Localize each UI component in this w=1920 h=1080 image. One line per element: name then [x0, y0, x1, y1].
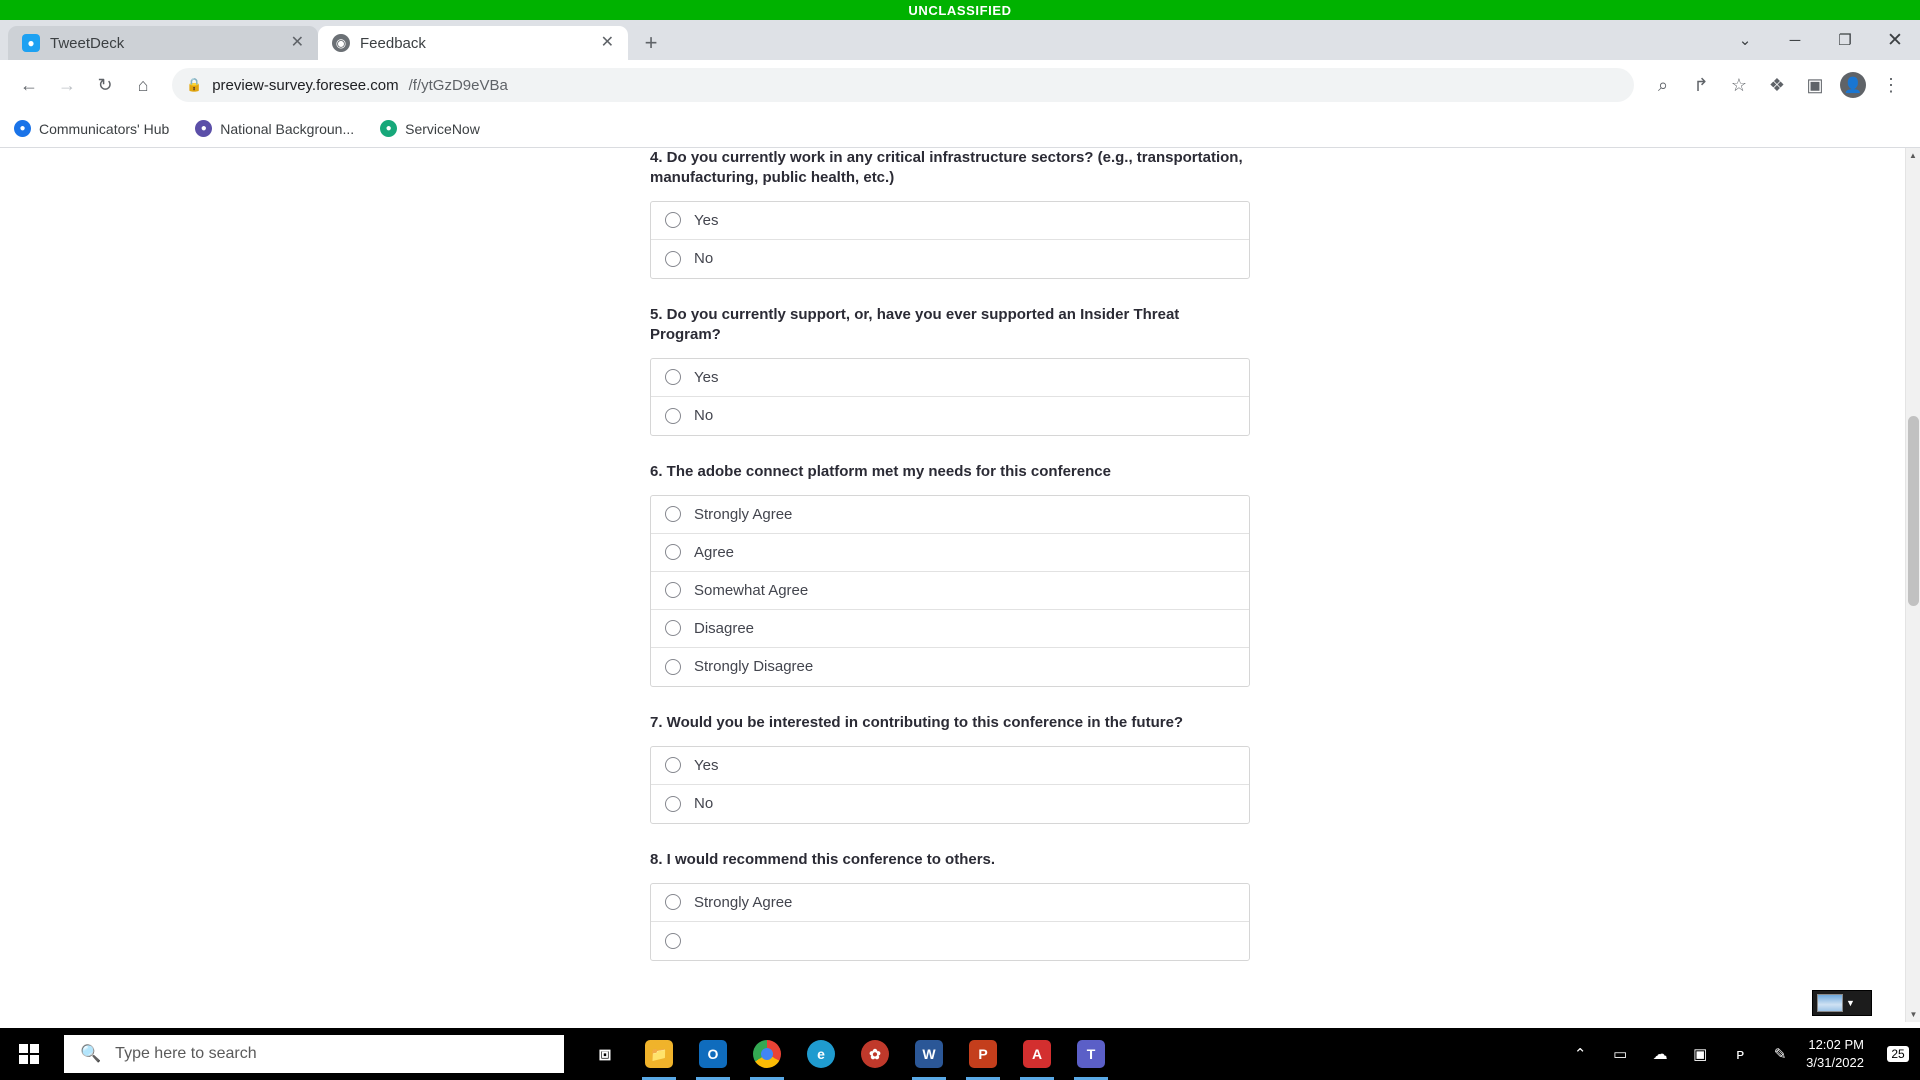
- address-bar[interactable]: [172, 68, 1634, 102]
- chevron-down-glyph: ⌄: [1738, 32, 1752, 49]
- search-icon: 🔍: [80, 1044, 102, 1063]
- chevron-down-icon: ▼: [1909, 1010, 1918, 1019]
- close-icon: ✕: [1887, 29, 1903, 51]
- new-tab-button[interactable]: [634, 26, 668, 60]
- question-7-options: [650, 746, 1250, 824]
- taskbar: [0, 1028, 1920, 1080]
- radio-icon[interactable]: [665, 757, 681, 773]
- question-4-options: [650, 201, 1250, 279]
- home-icon: ⌂: [137, 74, 149, 95]
- arrow-left-icon: ←: [20, 74, 38, 95]
- system-tray: [1560, 1028, 1920, 1080]
- scrollbar-thumb[interactable]: [1908, 416, 1919, 606]
- option-row[interactable]: [651, 922, 1249, 960]
- folder-icon: 📁: [645, 1040, 673, 1068]
- question-7: [650, 713, 1250, 824]
- radio-icon[interactable]: [665, 620, 681, 636]
- option-row[interactable]: [651, 884, 1249, 922]
- question-5: [650, 305, 1250, 436]
- reload-icon: ↻: [97, 74, 113, 95]
- battery-glyph: ▭: [1613, 1046, 1628, 1063]
- paint-icon: ✿: [861, 1040, 889, 1068]
- option-label: No: [694, 795, 714, 813]
- survey-form: [650, 148, 1250, 987]
- circle-icon: ●: [195, 120, 212, 137]
- radio-icon[interactable]: [665, 369, 681, 385]
- home-button[interactable]: [126, 68, 160, 102]
- bookmark-servicenow[interactable]: [380, 120, 480, 137]
- search-input[interactable]: [64, 1035, 564, 1073]
- close-icon[interactable]: ✕: [600, 34, 614, 51]
- zoom-glyph: ⌕: [1657, 74, 1669, 95]
- option-row[interactable]: [651, 648, 1249, 686]
- option-row[interactable]: [651, 359, 1249, 397]
- puzzle-glyph: ❖: [1768, 74, 1786, 95]
- question-4: [650, 148, 1250, 279]
- question-8-title: 8. I would recommend this conference to others.: [650, 850, 996, 868]
- notifications-button[interactable]: [1876, 1028, 1920, 1080]
- start-button[interactable]: [0, 1028, 58, 1080]
- option-label: Agree: [694, 543, 735, 561]
- tab-tweetdeck-label: TweetDeck: [50, 34, 125, 52]
- page-viewport: [0, 148, 1920, 1022]
- pen-icon[interactable]: [1760, 1028, 1800, 1080]
- display-icon[interactable]: [1680, 1028, 1720, 1080]
- close-icon[interactable]: ✕: [290, 34, 304, 51]
- option-label: Yes: [694, 368, 719, 386]
- question-6: [650, 462, 1250, 687]
- chevron-down-icon[interactable]: [1720, 20, 1770, 60]
- taskbar-outlook[interactable]: [688, 1028, 738, 1080]
- extensions-icon[interactable]: [1760, 68, 1794, 102]
- taskbar-acrobat[interactable]: [1012, 1028, 1062, 1080]
- speaker-glyph: ᴘ: [1736, 1045, 1745, 1063]
- onedrive-icon[interactable]: [1640, 1028, 1680, 1080]
- scroll-up-arrow[interactable]: [1906, 148, 1920, 163]
- bookmark-national-background[interactable]: [195, 120, 354, 137]
- classification-banner-label: UNCLASSIFIED: [908, 2, 1012, 18]
- taskbar-powerpoint[interactable]: [958, 1028, 1008, 1080]
- circle-icon: ●: [380, 120, 397, 137]
- radio-icon[interactable]: [665, 212, 681, 228]
- tab-feedback-label: Feedback: [360, 34, 426, 52]
- lock-icon: 🔒: [186, 77, 203, 92]
- radio-icon[interactable]: [665, 933, 681, 949]
- question-8: [650, 850, 1250, 961]
- reload-button[interactable]: [88, 68, 122, 102]
- side-panel-icon[interactable]: [1798, 68, 1832, 102]
- option-row[interactable]: [651, 496, 1249, 534]
- question-6-options: [650, 495, 1250, 687]
- option-row[interactable]: [651, 785, 1249, 823]
- profile-avatar[interactable]: [1836, 68, 1870, 102]
- acrobat-icon: A: [1023, 1040, 1051, 1068]
- radio-icon[interactable]: [665, 408, 681, 424]
- option-label: No: [694, 250, 714, 268]
- tab-strip: [0, 20, 1920, 60]
- taskbar-paint[interactable]: [850, 1028, 900, 1080]
- display-glyph: ▣: [1693, 1046, 1708, 1063]
- bookmark-label: Communicators' Hub: [39, 120, 170, 137]
- back-button[interactable]: [12, 68, 46, 102]
- option-row[interactable]: [651, 572, 1249, 610]
- circle-icon: ●: [14, 120, 31, 137]
- preview-widget[interactable]: [1812, 990, 1872, 1016]
- option-label: Yes: [694, 211, 719, 229]
- taskbar-chrome[interactable]: [742, 1028, 792, 1080]
- clock-date: 3/31/2022: [1806, 1055, 1864, 1070]
- tab-feedback[interactable]: [318, 26, 628, 60]
- chrome-icon: [753, 1040, 781, 1068]
- word-icon: W: [915, 1040, 943, 1068]
- question-8-options: [650, 883, 1250, 961]
- share-icon[interactable]: [1684, 68, 1718, 102]
- classification-banner: [0, 0, 1920, 20]
- pen-glyph: ✎: [1773, 1046, 1787, 1063]
- question-4-title: 4. Do you currently work in any critical infrastructure sectors? (e.g., transportation, manufacturing, public health, etc.): [650, 149, 1243, 186]
- maximize-icon: ❐: [1838, 32, 1852, 49]
- taskbar-task-view[interactable]: [580, 1028, 630, 1080]
- chevron-down-icon[interactable]: ▼: [1846, 998, 1855, 1008]
- radio-icon[interactable]: [665, 506, 681, 522]
- outlook-icon: O: [699, 1040, 727, 1068]
- volume-icon[interactable]: [1720, 1028, 1760, 1080]
- page-scrollbar[interactable]: [1905, 148, 1920, 1022]
- tab-tweetdeck[interactable]: [8, 26, 318, 60]
- cloud-glyph: ☁: [1652, 1046, 1668, 1063]
- option-row[interactable]: [651, 240, 1249, 278]
- task-view-icon: ⧈: [598, 1042, 612, 1065]
- taskbar-teams[interactable]: [1066, 1028, 1116, 1080]
- kebab-icon: ⋮: [1882, 74, 1900, 95]
- browser-toolbar: [0, 60, 1920, 110]
- option-label: Somewhat Agree: [694, 581, 809, 599]
- maximize-button[interactable]: [1820, 20, 1870, 60]
- url-path: /f/ytGzD9eVBa: [408, 76, 508, 94]
- taskbar-apps: [580, 1028, 1116, 1080]
- taskbar-edge[interactable]: [796, 1028, 846, 1080]
- question-6-title: 6. The adobe connect platform met my needs for this conference: [650, 462, 1111, 480]
- radio-icon[interactable]: [665, 251, 681, 267]
- battery-icon[interactable]: [1600, 1028, 1640, 1080]
- bookmarks-bar: [0, 110, 1920, 148]
- clock[interactable]: [1800, 1036, 1876, 1071]
- taskbar-file-explorer[interactable]: [634, 1028, 684, 1080]
- clock-time: 12:02 PM: [1808, 1037, 1864, 1053]
- search-placeholder: Type here to search: [115, 1045, 257, 1062]
- option-row[interactable]: [651, 534, 1249, 572]
- bookmark-label: National Backgroun...: [220, 120, 355, 137]
- arrow-right-icon: →: [58, 74, 76, 95]
- zoom-icon[interactable]: [1646, 68, 1680, 102]
- minimize-icon: ─: [1789, 31, 1801, 49]
- scroll-down-arrow[interactable]: [1906, 1007, 1920, 1022]
- show-hidden-icons-button[interactable]: [1560, 1028, 1600, 1080]
- option-row[interactable]: [651, 202, 1249, 240]
- radio-icon[interactable]: [665, 582, 681, 598]
- bookmark-label: ServiceNow: [405, 120, 480, 137]
- taskbar-word[interactable]: [904, 1028, 954, 1080]
- url-host: preview-survey.foresee.com: [212, 76, 399, 94]
- bookmark-star-icon[interactable]: [1722, 68, 1756, 102]
- avatar: 👤: [1840, 72, 1866, 98]
- radio-icon[interactable]: [665, 659, 681, 675]
- radio-icon[interactable]: [665, 796, 681, 812]
- browser-menu-button[interactable]: [1874, 68, 1908, 102]
- powerpoint-icon: P: [969, 1040, 997, 1068]
- option-label: Strongly Agree: [694, 893, 793, 911]
- teams-icon: T: [1077, 1040, 1105, 1068]
- radio-icon[interactable]: [665, 544, 681, 560]
- question-7-title: 7. Would you be interested in contributing to this conference in the future?: [650, 713, 1184, 731]
- option-label: Strongly Disagree: [694, 658, 814, 676]
- forward-button[interactable]: [50, 68, 84, 102]
- option-row[interactable]: [651, 397, 1249, 435]
- edge-icon: e: [807, 1040, 835, 1068]
- chevron-up-icon: ▲: [1909, 151, 1917, 160]
- option-row[interactable]: [651, 610, 1249, 648]
- option-label: No: [694, 407, 714, 425]
- option-label: Disagree: [694, 619, 755, 637]
- option-row[interactable]: [651, 747, 1249, 785]
- preview-thumbnail: [1817, 994, 1843, 1012]
- window-controls: [1720, 20, 1920, 60]
- star-glyph: ☆: [1730, 74, 1748, 95]
- twitter-icon: ●: [22, 34, 40, 52]
- panel-glyph: ▣: [1806, 74, 1824, 95]
- option-label: Yes: [694, 756, 719, 774]
- question-5-options: [650, 358, 1250, 436]
- bookmark-communicators-hub[interactable]: [14, 120, 169, 137]
- minimize-button[interactable]: [1770, 20, 1820, 60]
- share-glyph: ↱: [1693, 74, 1709, 95]
- browser-chrome: [0, 20, 1920, 148]
- radio-icon[interactable]: [665, 894, 681, 910]
- chevron-up-icon: ⌃: [1573, 1046, 1587, 1063]
- question-5-title: 5. Do you currently support, or, have you ever supported an Insider Threat Program?: [650, 305, 1180, 343]
- plus-icon: +: [644, 30, 658, 55]
- close-window-button[interactable]: [1870, 20, 1920, 60]
- notification-count: 25: [1887, 1046, 1908, 1062]
- windows-icon: [19, 1044, 39, 1064]
- option-label: Strongly Agree: [694, 505, 793, 523]
- globe-icon: ◉: [332, 34, 350, 52]
